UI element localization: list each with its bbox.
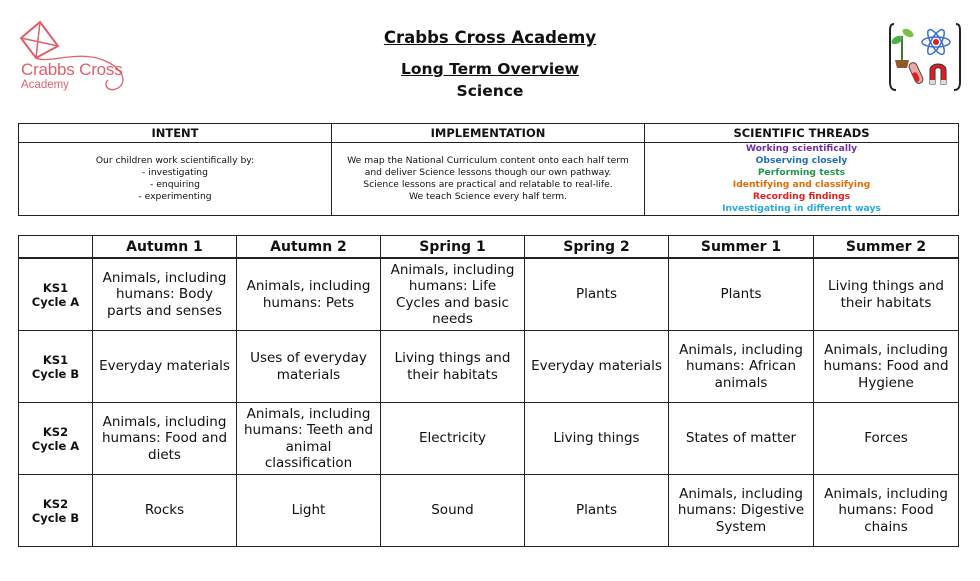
thread-item: Identifying and classifying	[732, 179, 871, 190]
science-icon	[888, 20, 962, 94]
cycle: Cycle A	[31, 438, 80, 453]
topic-cell: Animals, including humans: Food chains	[814, 475, 959, 547]
intent-cell	[19, 143, 332, 216]
logo-text-name: Crabbs Cross	[21, 60, 123, 79]
logo-text-academy: Academy	[21, 79, 69, 91]
intent-line: - enquiring	[150, 179, 200, 190]
term-header: Summer 2	[814, 236, 959, 259]
topic-cell: Animals, including humans: African animals	[669, 331, 814, 403]
header-intent: INTENT	[19, 124, 332, 143]
row-label	[19, 403, 93, 475]
intent-line: - investigating	[142, 167, 208, 178]
topic-cell: Everyday materials	[93, 331, 237, 403]
topic-cell: Animals, including humans: Teeth and animal classification	[237, 403, 381, 475]
term-header: Summer 1	[669, 236, 814, 259]
header-implementation: IMPLEMENTATION	[332, 124, 645, 143]
key-stage: KS1	[42, 352, 69, 367]
topic-cell: Animals, including humans: Food and Hygiene	[814, 331, 959, 403]
topic-cell: Living things and their habitats	[814, 258, 959, 331]
thread-item: Investigating in different ways	[722, 203, 881, 214]
cycle: Cycle B	[31, 510, 80, 525]
topic-cell: Uses of everyday materials	[237, 331, 381, 403]
curriculum-table	[18, 235, 959, 547]
implementation-line: Science lessons are practical and relatable to real-life.	[363, 179, 613, 190]
overview-table	[18, 123, 959, 216]
thread-item: Working scientifically	[745, 143, 858, 154]
key-stage: KS1	[42, 280, 69, 295]
term-header: Autumn 2	[237, 236, 381, 259]
topic-cell: Plants	[525, 475, 669, 547]
topic-cell: Rocks	[93, 475, 237, 547]
cycle: Cycle A	[31, 294, 80, 309]
school-name: Crabbs Cross Academy	[383, 28, 597, 47]
table-row	[19, 331, 959, 403]
page-title: Long Term Overview	[401, 60, 579, 78]
thread-item: Performing tests	[757, 167, 846, 178]
key-stage: KS2	[42, 424, 69, 439]
topic-cell: Forces	[814, 403, 959, 475]
cycle: Cycle B	[31, 366, 80, 381]
thread-item: Recording findings	[752, 191, 851, 202]
corner-cell	[19, 236, 93, 259]
table-row	[19, 403, 959, 475]
topic-cell: Plants	[525, 258, 669, 331]
thread-item: Observing closely	[755, 155, 848, 166]
implementation-cell	[332, 143, 645, 216]
topic-cell: Animals, including humans: Body parts and senses	[93, 258, 237, 331]
threads-cell	[645, 143, 959, 216]
topic-cell: Plants	[669, 258, 814, 331]
topic-cell: Living things	[525, 403, 669, 475]
topic-cell: Light	[237, 475, 381, 547]
implementation-line: We map the National Curriculum content onto each half term	[347, 155, 629, 166]
intent-line: - experimenting	[138, 191, 212, 202]
topic-cell: Animals, including humans: Pets	[237, 258, 381, 331]
term-header: Autumn 1	[93, 236, 237, 259]
term-header: Spring 2	[525, 236, 669, 259]
intent-line: Our children work scientifically by:	[95, 155, 255, 166]
table-row	[19, 475, 959, 547]
topic-cell: Sound	[381, 475, 525, 547]
topic-cell: States of matter	[669, 403, 814, 475]
implementation-line: We teach Science every half term.	[408, 191, 568, 202]
topic-cell: Animals, including humans: Digestive System	[669, 475, 814, 547]
topic-cell: Living things and their habitats	[381, 331, 525, 403]
row-label	[19, 475, 93, 547]
key-stage: KS2	[42, 496, 69, 511]
topic-cell: Everyday materials	[525, 331, 669, 403]
topic-cell: Electricity	[381, 403, 525, 475]
implementation-line: and deliver Science lessons though our own pathway.	[364, 167, 612, 178]
table-row	[19, 258, 959, 331]
topic-cell: Animals, including humans: Food and diets	[93, 403, 237, 475]
subject-title: Science	[456, 82, 524, 100]
row-label	[19, 331, 93, 403]
topic-cell: Animals, including humans: Life Cycles and basic needs	[381, 258, 525, 331]
row-label	[19, 258, 93, 331]
term-header: Spring 1	[381, 236, 525, 259]
header-scientific-threads: SCIENTIFIC THREADS	[645, 124, 959, 143]
